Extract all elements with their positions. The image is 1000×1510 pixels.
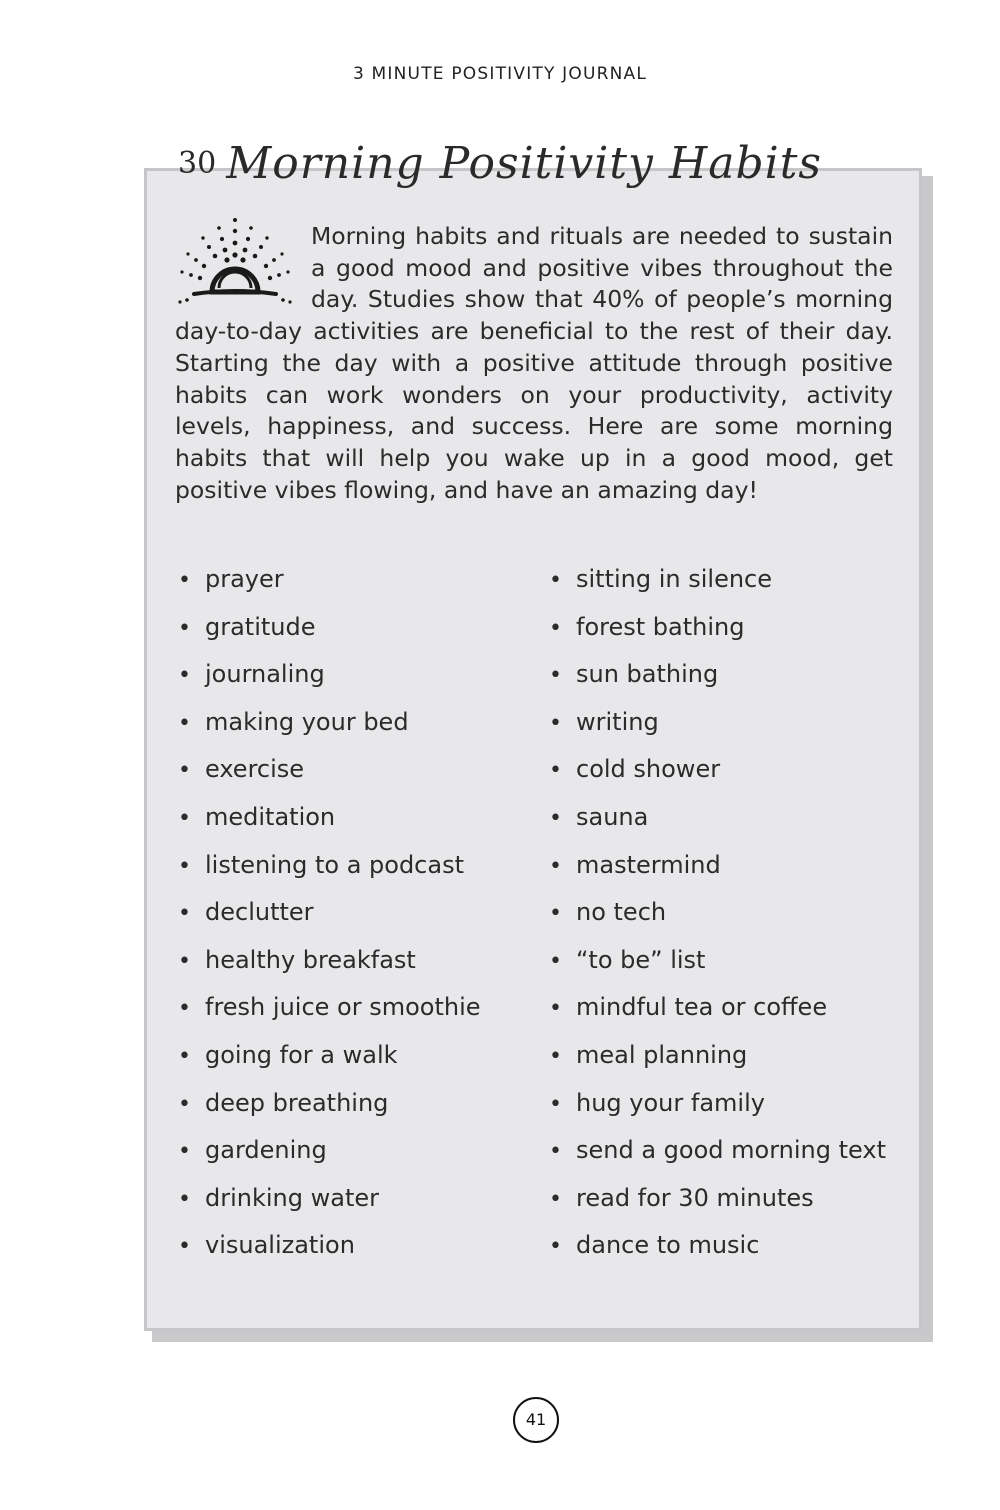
habit-item	[549, 1130, 909, 1178]
habit-item	[549, 892, 909, 940]
habit-item	[178, 797, 538, 845]
habit-item	[549, 987, 909, 1035]
habit-item	[178, 1083, 538, 1131]
bullet-icon: •	[549, 615, 562, 641]
bullet-icon: •	[549, 568, 562, 593]
habit-item	[549, 749, 909, 797]
habit-label: meal planning	[576, 1040, 748, 1069]
habit-label: no tech	[576, 898, 667, 927]
habit-label: declutter	[205, 898, 314, 927]
habits-list-left	[178, 559, 538, 1273]
bullet-icon: •	[178, 901, 191, 927]
habit-item	[549, 1083, 909, 1131]
bullet-icon: •	[178, 996, 191, 1022]
habit-item	[178, 845, 538, 893]
bullet-icon: •	[549, 758, 562, 784]
bullet-icon: •	[549, 1234, 562, 1260]
habit-label: cold shower	[576, 755, 721, 784]
habit-label: journaling	[205, 660, 325, 689]
bullet-icon: •	[178, 948, 191, 974]
habit-label: sitting in silence	[576, 565, 773, 593]
habit-label: mindful tea or coffee	[576, 993, 828, 1022]
page-title	[0, 138, 1000, 189]
habit-item	[549, 1225, 909, 1273]
habit-item	[178, 1130, 538, 1178]
bullet-icon: •	[549, 996, 562, 1022]
habit-label: deep breathing	[205, 1088, 389, 1117]
habit-label: sun bathing	[576, 660, 719, 689]
bullet-icon: •	[549, 1186, 562, 1212]
habit-label: exercise	[205, 755, 305, 784]
habit-label: fresh juice or smoothie	[205, 993, 481, 1022]
habit-item	[549, 654, 909, 702]
intro-text: Morning habits and rituals are needed to sustain a good mood and positive vibes throughout the day. Studies show that 40% of people’s morning day-to-day activities are beneficial to the rest of their day. Starting the day with a positive attitude through positive habits can work wonders on your productivity, activity levels, happiness, and success. Here are some morning habits that will help you wake up in a good mood, get positive vibes flowing, and have an amazing day!	[175, 222, 893, 504]
habit-label: forest bathing	[576, 612, 745, 641]
bullet-icon: •	[549, 948, 562, 974]
bullet-icon: •	[549, 1139, 562, 1165]
habit-item	[549, 1178, 909, 1226]
bullet-icon: •	[178, 1091, 191, 1117]
bullet-icon: •	[178, 710, 191, 736]
habits-list-right	[549, 559, 909, 1273]
habit-item	[178, 1035, 538, 1083]
habit-item	[178, 749, 538, 797]
habit-label: dance to music	[576, 1231, 760, 1260]
habit-item	[178, 607, 538, 655]
icon-spacer	[175, 221, 311, 313]
bullet-icon: •	[549, 805, 562, 831]
bullet-icon: •	[178, 853, 191, 879]
habit-label: read for 30 minutes	[576, 1183, 814, 1212]
habit-label: meditation	[205, 802, 336, 831]
habit-label: drinking water	[205, 1183, 379, 1212]
habit-label: writing	[576, 707, 659, 736]
habit-item	[178, 559, 538, 607]
bullet-icon: •	[178, 568, 191, 593]
bullet-icon: •	[549, 663, 562, 689]
title-text: Morning Positivity Habits	[226, 138, 822, 189]
running-head: 3 MINUTE POSITIVITY JOURNAL	[352, 64, 648, 84]
habit-label: making your bed	[205, 707, 409, 736]
habit-item	[178, 654, 538, 702]
bullet-icon: •	[178, 1186, 191, 1212]
bullet-icon: •	[549, 1043, 562, 1069]
bullet-icon: •	[178, 1043, 191, 1069]
habit-item	[178, 940, 538, 988]
habit-item	[178, 987, 538, 1035]
bullet-icon: •	[549, 710, 562, 736]
habit-label: sauna	[576, 802, 649, 831]
habit-item	[549, 940, 909, 988]
habit-label: hug your family	[576, 1088, 765, 1117]
habit-label: gratitude	[205, 612, 316, 641]
habit-item	[549, 797, 909, 845]
bullet-icon: •	[178, 663, 191, 689]
bullet-icon: •	[178, 1139, 191, 1165]
habit-label: healthy breakfast	[205, 945, 416, 974]
habit-label: going for a walk	[205, 1040, 398, 1069]
habit-label: visualization	[205, 1231, 355, 1260]
bullet-icon: •	[549, 853, 562, 879]
bullet-icon: •	[549, 1091, 562, 1117]
habit-item	[549, 559, 909, 607]
habit-label: mastermind	[576, 850, 721, 879]
habit-label: send a good morning text	[576, 1136, 886, 1165]
habit-label: prayer	[205, 565, 284, 593]
habit-label: “to be” list	[576, 945, 706, 974]
habit-item	[178, 702, 538, 750]
bullet-icon: •	[178, 758, 191, 784]
page-number: 41	[513, 1397, 559, 1443]
title-number: 30	[178, 146, 217, 181]
habit-item	[549, 845, 909, 893]
bullet-icon: •	[549, 901, 562, 927]
bullet-icon: •	[178, 615, 191, 641]
habit-item	[178, 1225, 538, 1273]
bullet-icon: •	[178, 1234, 191, 1260]
habit-label: gardening	[205, 1136, 327, 1165]
habit-item	[549, 702, 909, 750]
habit-item	[549, 1035, 909, 1083]
habit-item	[549, 607, 909, 655]
intro-paragraph	[175, 221, 893, 506]
habit-label: listening to a podcast	[205, 850, 464, 879]
habit-item	[178, 1178, 538, 1226]
bullet-icon: •	[178, 805, 191, 831]
habit-item	[178, 892, 538, 940]
